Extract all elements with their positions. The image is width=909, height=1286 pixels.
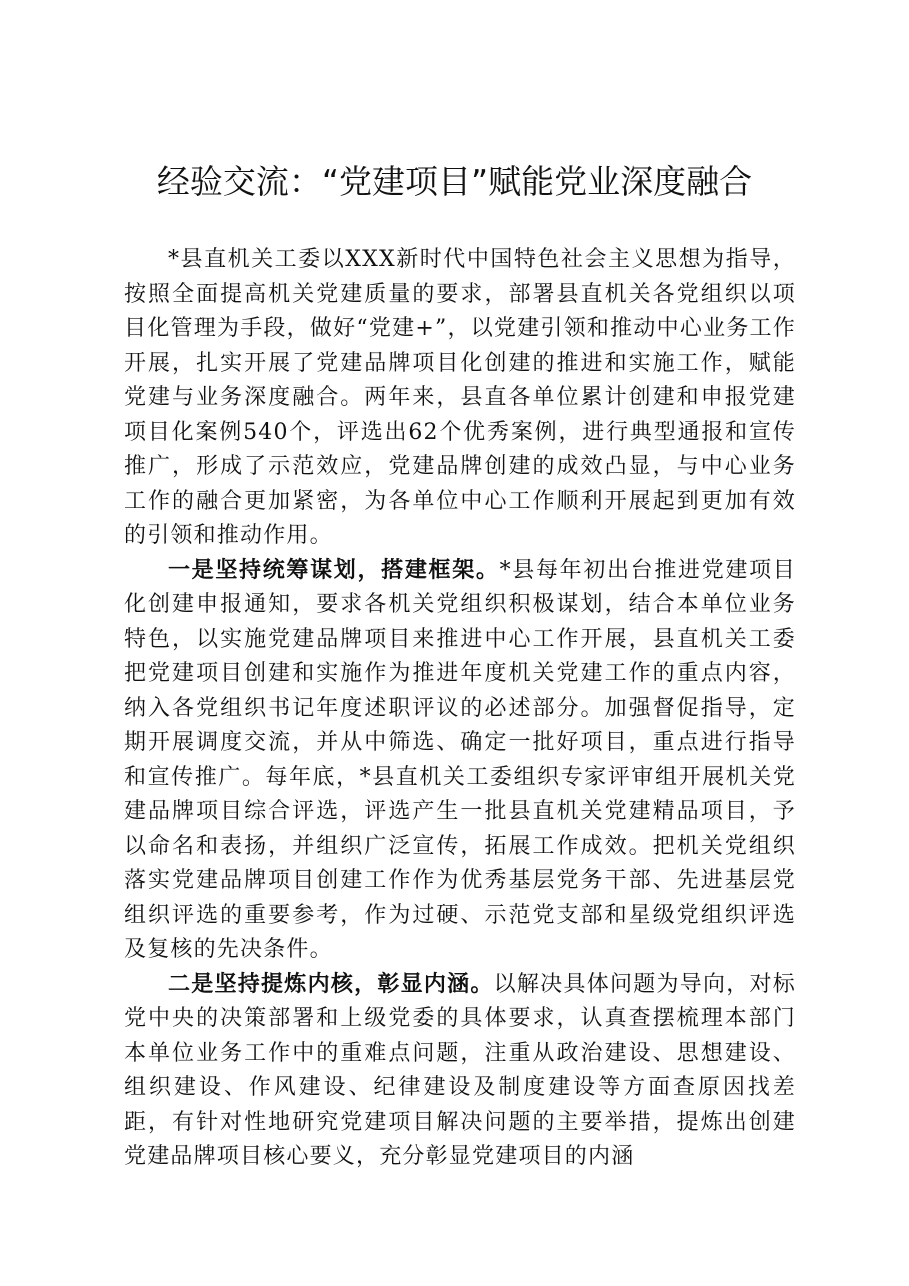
document-title: 经验交流：“党建项目”赋能党业深度融合 (156, 162, 753, 201)
paragraph-intro (124, 243, 796, 554)
paragraph-lead: 二是坚持提炼内核，彰显内涵。 (168, 971, 494, 997)
paragraph-point-two (124, 968, 796, 1175)
paragraph-text: *县每年初出台推进党建项目化创建申报通知，要求各机关党组织积极谋划，结合本单位业务特色，以实施党建品牌项目来推进中心工作开展，县直机关工委把党建项目创建和实施作为推进年度机关党建工作的重点内容，纳入各党组织书记年度述职评议的必述部分。加强督促指导，定期开展调度交流，并从中筛选、确定一批好项目，重点进行指导和宣传推广。每年底，*县直机关工委组织专家评审组开展机关党建品牌项目综合评选，评选产生一批县直机关党建精品项目，予以命名和表扬，并组织广泛宣传，拓展工作成效。把机关党组织落实党建品牌项目创建工作作为优秀基层党务干部、先进基层党组织评选的重要参考，作为过硬、示范党支部和星级党组织评选及复核的先决条件。 (124, 557, 796, 962)
paragraph-point-one (124, 554, 796, 968)
paragraph-text: *县直机关工委以XXX新时代中国特色社会主义思想为指导，按照全面提高机关党建质量的要求，部署县直机关各党组织以项目化管理为手段，做好“党建+”，以党建引领和推动中心业务工作开展，扎实开展了党建品牌项目化创建的推进和实施工作，赋能党建与业务深度融合。两年来，县直各单位累计创建和申报党建项目化案例540个，评选出62个优秀案例，进行典型通报和宣传推广，形成了示范效应，党建品牌创建的成效凸显，与中心业务工作的融合更加紧密，为各单位中心工作顺利开展起到更加有效的引领和推动作用。 (124, 247, 796, 548)
document-body (124, 243, 796, 1175)
paragraph-lead: 一是坚持统筹谋划，搭建框架。 (168, 557, 500, 583)
paragraph-text: 以解决具体问题为导向，对标党中央的决策部署和上级党委的具体要求，认真查摆梳理本部门本单位业务工作中的重难点问题，注重从政治建设、思想建设、组织建设、作风建设、纪律建设及制度建设等方面查原因找差距，有针对性地研究党建项目解决问题的主要举措，提炼出创建党建品牌项目核心要义，充分彰显党建项目的内涵 (124, 971, 796, 1169)
